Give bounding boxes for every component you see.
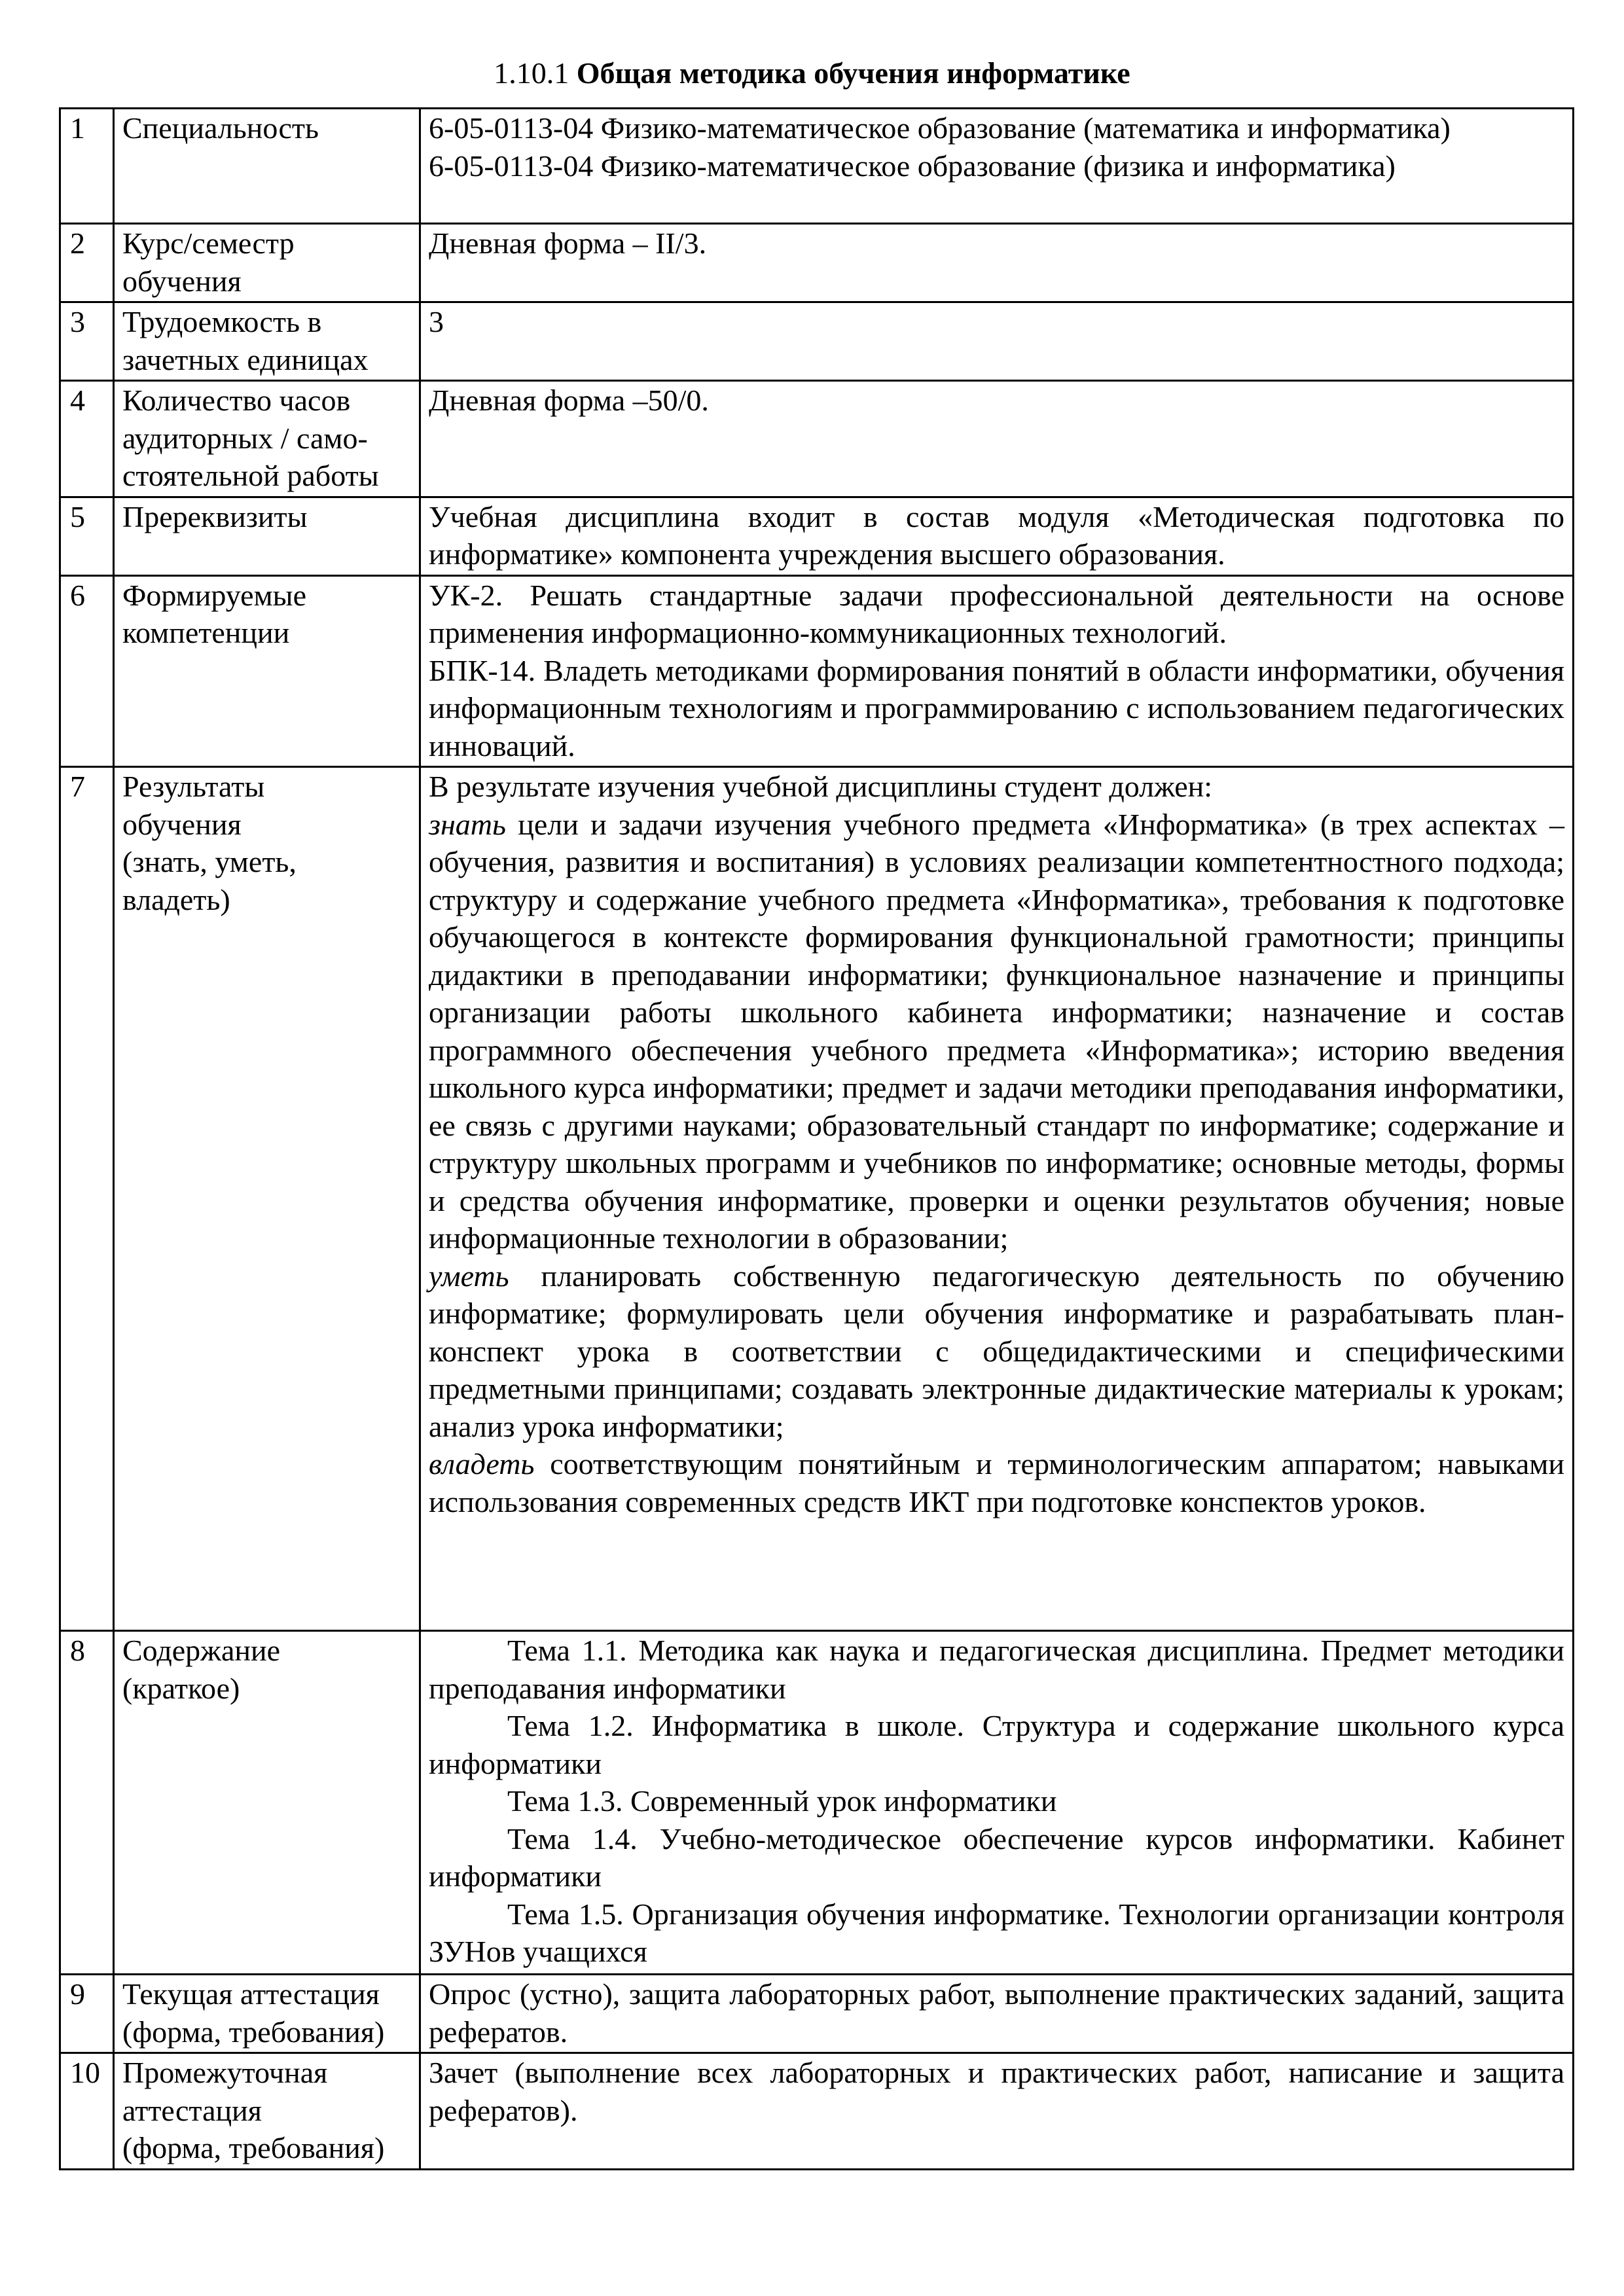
learning-intro: В результате изучения учебной дисциплины студент должен: (429, 770, 1213, 803)
table-row (60, 381, 1574, 497)
table-row (60, 109, 1574, 224)
row-number: 10 (60, 2053, 114, 2170)
section-number: 1.10.1 (494, 56, 569, 90)
know-keyword: знать (429, 807, 506, 841)
table-row (60, 575, 1574, 767)
row-number: 1 (60, 109, 114, 224)
topic-item: Тема 1.2. Информатика в школе. Структура и содержание школьного курса информатики (429, 1709, 1564, 1780)
know-text: цели и задачи изучения учебного предмета «Информатика» (в трех аспектах – обучения, развития и воспитания) в условиях реализации компетентностного подхода; структуру и содержание учебного предмета «Информатика», требования к подготовке обучающегося в контексте формирования функциональной грамотности; принципы дидактики в преподавании информатики; функциональное назначение и принципы организации работы школьного кабинета информатики; назначение и состав программного обеспечения учебного предмета «Информатика»; историю введения школьного курса информатики; предмет и задачи методики преподавания информатики, ее связь с другими науками; образовательный стандарт по информатике; содержание и структуру школьных программ и учебников по информатике; основные методы, формы и средства обучения информатике, проверки и оценки результатов обучения; новые информационные технологии в образовании; (429, 807, 1564, 1255)
learning-can (429, 1257, 1564, 1446)
row-content (420, 767, 1574, 1631)
can-keyword: уметь (429, 1259, 509, 1293)
row-content: Зачет (выполнение всех лабораторных и практических работ, написание и защита рефератов). (420, 2053, 1574, 2170)
section-title (0, 55, 1624, 92)
learning-know (429, 806, 1564, 1257)
row-label: Трудоемкость в зачетных единицах (114, 302, 420, 381)
row-label: Пререквизиты (114, 497, 420, 575)
row-number: 7 (60, 767, 114, 1631)
learning-own (429, 1445, 1564, 1520)
table-row (60, 302, 1574, 381)
own-keyword: владеть (429, 1447, 535, 1480)
row-label: Формируемые компетенции (114, 575, 420, 767)
row-number: 3 (60, 302, 114, 381)
row-content: 6-05-0113-04 Физико-математическое образование (математика и информатика) 6-05-0113-04 Физико-математическое образование (физика и информатика) (420, 109, 1574, 224)
discipline-table (59, 107, 1574, 2170)
row-content: Дневная форма –50/0. (420, 381, 1574, 497)
row-number: 8 (60, 1631, 114, 1975)
topic-item: Тема 1.4. Учебно-методическое обеспечение курсов информатики. Кабинет информатики (429, 1821, 1564, 1893)
row-label: Специальность (114, 109, 420, 224)
row-content (420, 1631, 1574, 1975)
topic-item: Тема 1.5. Организация обучения информатике. Технологии организации контроля ЗУНов учащихся (429, 1897, 1564, 1968)
row-number: 2 (60, 224, 114, 302)
table-row (60, 2053, 1574, 2170)
section-title-text: Общая методика обучения информатике (576, 56, 1130, 90)
row-number: 9 (60, 1975, 114, 2053)
row-label: Курс/семестр обучения (114, 224, 420, 302)
table-row (60, 497, 1574, 575)
row-content: Опрос (устно), защита лабораторных работ, выполнение практических заданий, защита рефератов. (420, 1975, 1574, 2053)
table-row (60, 1975, 1574, 2053)
can-text: планировать собственную педагогическую деятельность по обучению информатике; формулировать цели обучения информатике и разрабатывать план-конспект урока в соответствии с общедидактическими и специфическими предметными принципами; создавать электронные дидактические материалы к урокам; анализ урока информатики; (429, 1259, 1564, 1443)
row-label: Результаты обучения (знать, уметь, владеть) (114, 767, 420, 1631)
table-row (60, 767, 1574, 1631)
row-content: Учебная дисциплина входит в состав модуля «Методическая подготовка по информатике» компонента учреждения высшего образования. (420, 497, 1574, 575)
topic-item: Тема 1.1. Методика как наука и педагогическая дисциплина. Предмет методики преподавания информатики (429, 1634, 1564, 1705)
row-content: Дневная форма – II/3. (420, 224, 1574, 302)
row-content: УК-2. Решать стандартные задачи профессиональной деятельности на основе применения информационно-коммуникационных технологий. БПК-14. Владеть методиками формирования понятий в области информатики, обучения информационным технологиям и программированию с использованием педагогических инноваций. (420, 575, 1574, 767)
row-label: Текущая аттестация (форма, требования) (114, 1975, 420, 2053)
row-content: 3 (420, 302, 1574, 381)
topic-item: Тема 1.3. Современный урок информатики (507, 1784, 1057, 1818)
table-row (60, 224, 1574, 302)
row-number: 6 (60, 575, 114, 767)
own-text: соответствующим понятийным и терминологическим аппаратом; навыками использования современных средств ИКТ при подготовке конспектов уроков. (429, 1447, 1564, 1518)
row-label: Промежуточная аттестация (форма, требования) (114, 2053, 420, 2170)
row-number: 4 (60, 381, 114, 497)
row-label: Содержание (краткое) (114, 1631, 420, 1975)
table-row (60, 1631, 1574, 1975)
row-label: Количество часов аудиторных / само- стоятельной работы (114, 381, 420, 497)
row-number: 5 (60, 497, 114, 575)
